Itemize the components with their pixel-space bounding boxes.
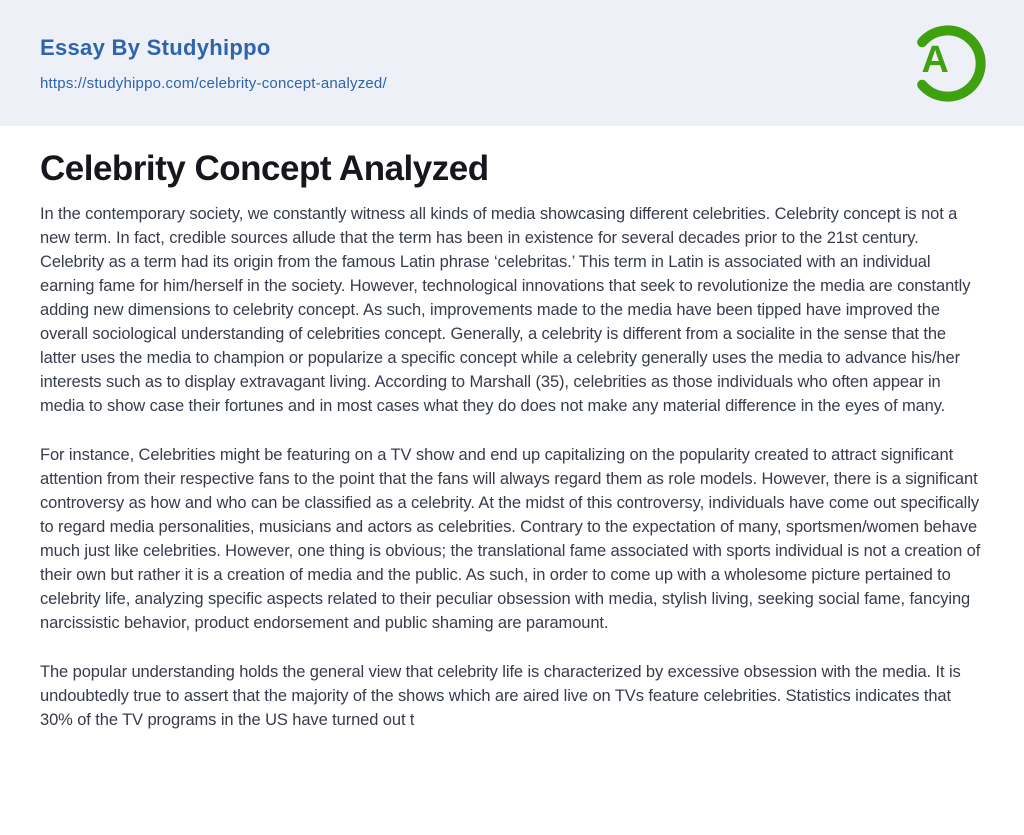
logo-letter-a: A xyxy=(921,37,949,80)
page-title: Celebrity Concept Analyzed xyxy=(40,149,489,188)
source-url-link[interactable]: https://studyhippo.com/celebrity-concept-analyzed/ xyxy=(40,74,387,92)
studyhippo-logo-icon xyxy=(909,25,986,102)
essay-paragraph-1: In the contemporary society, we constantly witness all kinds of media showcasing different celebrities. Celebrity concept is not a new term. In fact, credible sources allude that the term has been in existence for several decades prior to the 21st century. Celebrity as a term had its origin from the famous Latin phrase ‘celebritas.’ This term in Latin is associated with an individual earning fame for him/herself in the society. However, technological innovations that seek to revolutionize the media are constantly adding new dimensions to celebrity concept. As such, improvements made to the media have been tipped have improved the overall sociological understanding of celebrities concept. Generally, a celebrity is different from a socialite in the sense that the latter uses the media to champion or popularize a specific concept while a celebrity generally uses the media to advance his/her interests such as to display extravagant living. According to Marshall (35), celebrities as those individuals who often appear in media to show case their fortunes and in most cases what they do does not make any material difference in the eyes of many. xyxy=(40,205,971,415)
header-banner xyxy=(0,0,1024,126)
essay-paragraph-2: For instance, Celebrities might be featuring on a TV show and end up capitalizing on the popularity created to attract significant attention from their respective fans to the point that the fans will always regard them as role models. However, there is a significant controversy as how and who can be classified as a celebrity. At the midst of this controversy, individuals have come out specifically to regard media personalities, musicians and actors as celebrities. Contrary to the expectation of many, sportsmen/women behave much just like celebrities. However, one thing is obvious; the translational fame associated with sports individual is not a creation of their own but rather it is a creation of media and the public. As such, in order to come up with a wholesome picture pertained to celebrity life, analyzing specific aspects related to their peculiar obsession with media, stylish living, seeking social fame, fancying narcissistic behavior, product endorsement and public shaming are paramount. xyxy=(40,446,981,632)
essay-content xyxy=(0,149,1024,732)
header-text-block xyxy=(40,35,387,92)
brand-title: Essay By Studyhippo xyxy=(40,34,271,60)
essay-paragraph-3: The popular understanding holds the general view that celebrity life is characterized by excessive obsession with the media. It is undoubtedly true to assert that the majority of the shows which are aired live on TVs feature celebrities. Statistics indicates that 30% of the TV programs in the US have turned out t xyxy=(40,663,961,729)
